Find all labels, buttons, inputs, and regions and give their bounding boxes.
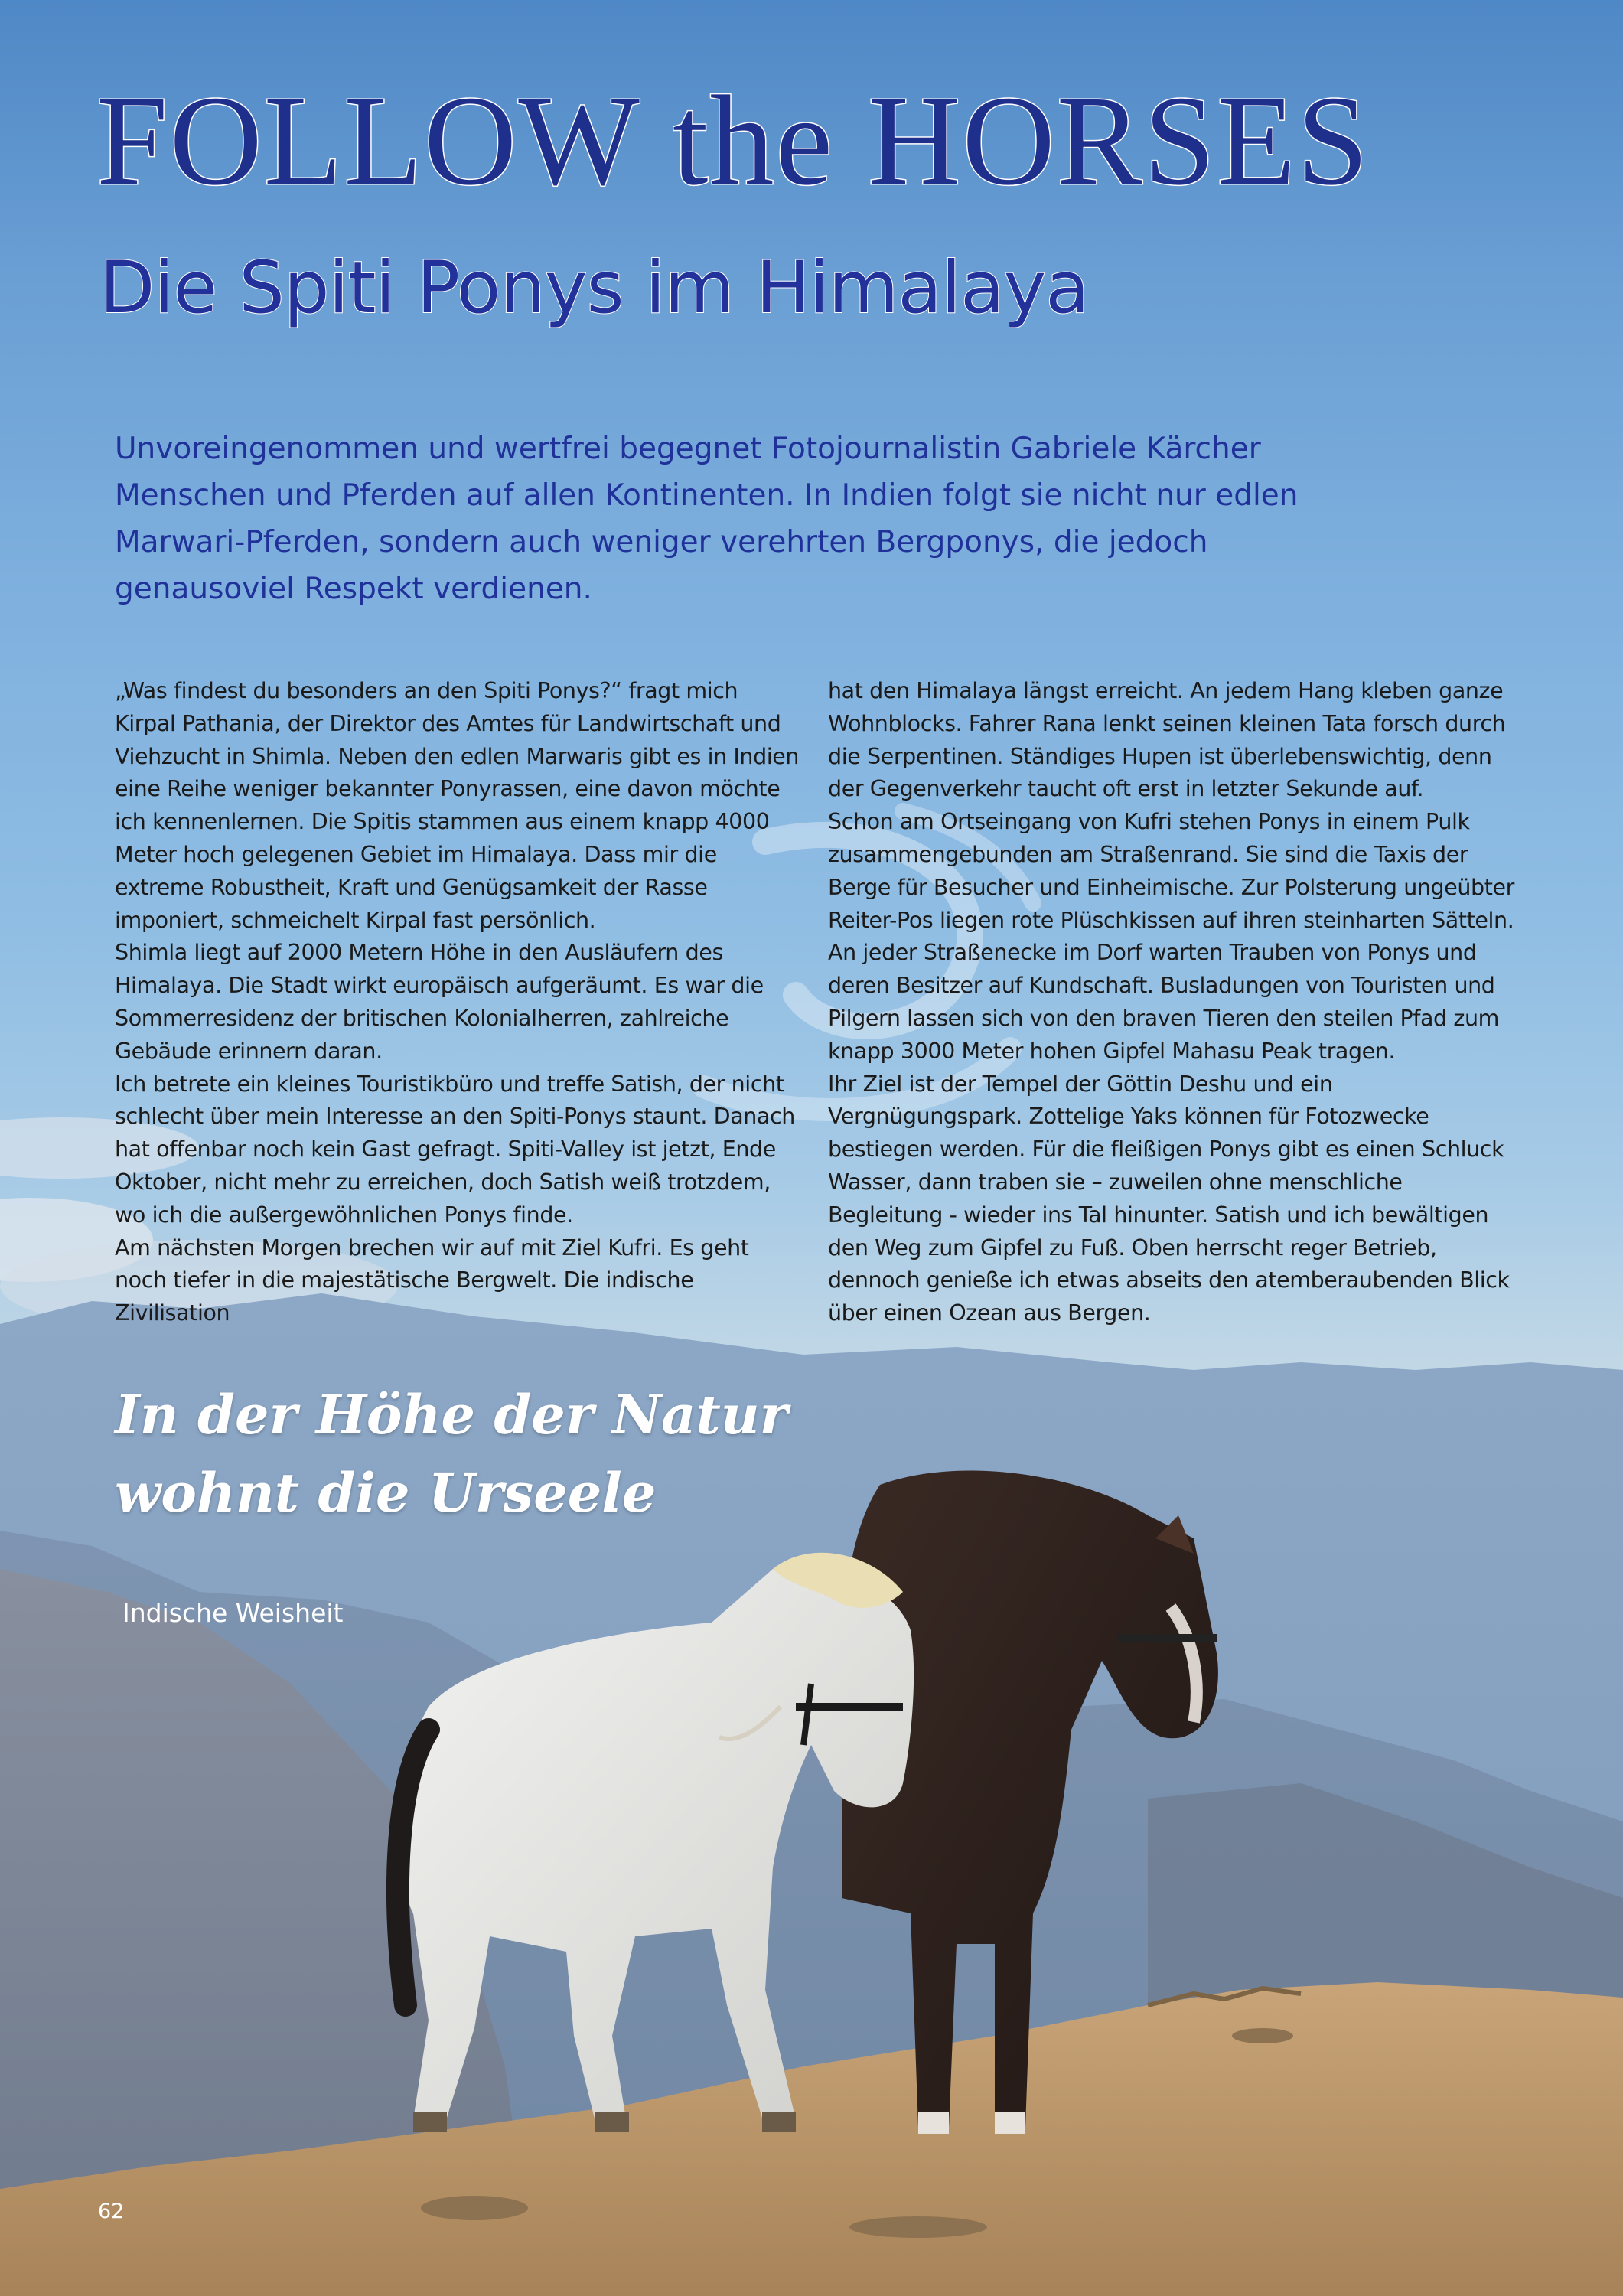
article-paragraph: „Was findest du besonders an den Spiti Ponys?“ fragt mich Kirpal Pathania, der Direktor des Amtes für Landwirtschaft und Viehzucht in Shimla. Neben den edlen Marwaris gibt es in Indien eine Reihe weniger bekannter Ponyrassen, eine davon möchte ich kennenlernen. Die Spitis stammen aus einem knapp 4000 Meter hoch gelegenen Gebiet im Himalaya. Dass mir die extreme Robustheit, Kraft und Genügsamkeit der Rasse imponiert, schmeichelt Kirpal fast persönlich.: [115, 678, 800, 933]
article-column-left: [115, 675, 803, 1330]
pull-quote-line: wohnt die Urseele: [115, 1461, 657, 1525]
page-subtitle: Die Spiti Ponys im Himalaya: [99, 246, 1089, 330]
white-pony: [398, 1553, 914, 2132]
lead-paragraph: Unvoreingenommen und wertfrei begegnet Fotojournalistin Gabriele Kärcher Menschen und Pferden auf allen Kontinenten. In Indien folgt sie nicht nur edlen Marwari-Pferden, sondern auch weniger verehrten Bergponys, die jedoch genausoviel Respekt verdienen.: [115, 432, 1299, 606]
article-paragraph: hat den Himalaya längst erreicht. An jedem Hang kleben ganze Wohnblocks. Fahrer Rana lenkt seinen kleinen Tata forsch durch die Serpentinen. Ständiges Hupen ist überlebenswichtig, denn der Gegenverkehr taucht oft erst in letzter Sekunde auf.: [828, 678, 1506, 802]
article-paragraph: Ihr Ziel ist der Tempel der Göttin Deshu und ein Vergnügungspark. Zottelige Yaks können für Fotozwecke bestiegen werden. Für die fleißigen Ponys gibt es einen Schluck Wasser, dann traben sie – zuweilen ohne menschliche Begleitung - wieder ins Tal hinunter. Satish und ich bewältigen den Weg zum Gipfel zu Fuß. Oben herrscht reger Betrieb, dennoch genieße ich etwas abseits den atemberaubenden Blick über einen Ozean aus Bergen.: [828, 1071, 1510, 1326]
article-paragraph: Schon am Ortseingang von Kufri stehen Ponys in einem Pulk zusammengebunden am Straßenrand. Sie sind die Taxis der Berge für Besucher und Einheimische. Zur Polsterung ungeübter Reiter-Pos liegen rote Plüschkissen auf ihren steinharten Sätteln. An jeder Straßenecke im Dorf warten Trauben von Ponys und deren Besitzer auf Kundschaft. Busladungen von Touristen und Pilgern lassen sich von den braven Tieren den steilen Pfad zum knapp 3000 Meter hohen Gipfel Mahasu Peak tragen.: [828, 809, 1514, 1064]
pull-quote: [115, 1376, 803, 1532]
page-title: FOLLOW the HORSES: [96, 70, 1370, 212]
article-column-right: [828, 675, 1517, 1330]
article-paragraph: Shimla liegt auf 2000 Metern Höhe in den Ausläufern des Himalaya. Die Stadt wirkt europäisch aufgeräumt. Es war die Sommerresidenz der britischen Kolonialherren, zahlreiche Gebäude erinnern daran.: [115, 940, 764, 1064]
article-paragraph: Ich betrete ein kleines Touristikbüro und treffe Satish, der nicht schlecht über mein Interesse an den Spiti-Ponys staunt. Danach hat offenbar noch kein Gast gefragt. Spiti-Valley ist jetzt, Ende Oktober, nicht mehr zu erreichen, doch Satish weiß trotzdem, wo ich die außergewöhnlichen Ponys finde.: [115, 1071, 795, 1228]
pull-quote-line: In der Höhe der Natur: [115, 1383, 788, 1446]
horses-photo: [0, 1454, 1623, 2296]
article-paragraph: Am nächsten Morgen brechen wir auf mit Ziel Kufri. Es geht noch tiefer in die majestätische Bergwelt. Die indische Zivilisation: [115, 1234, 749, 1326]
page-number: 62: [98, 2200, 125, 2223]
quote-attribution: Indische Weisheit: [122, 1598, 344, 1628]
